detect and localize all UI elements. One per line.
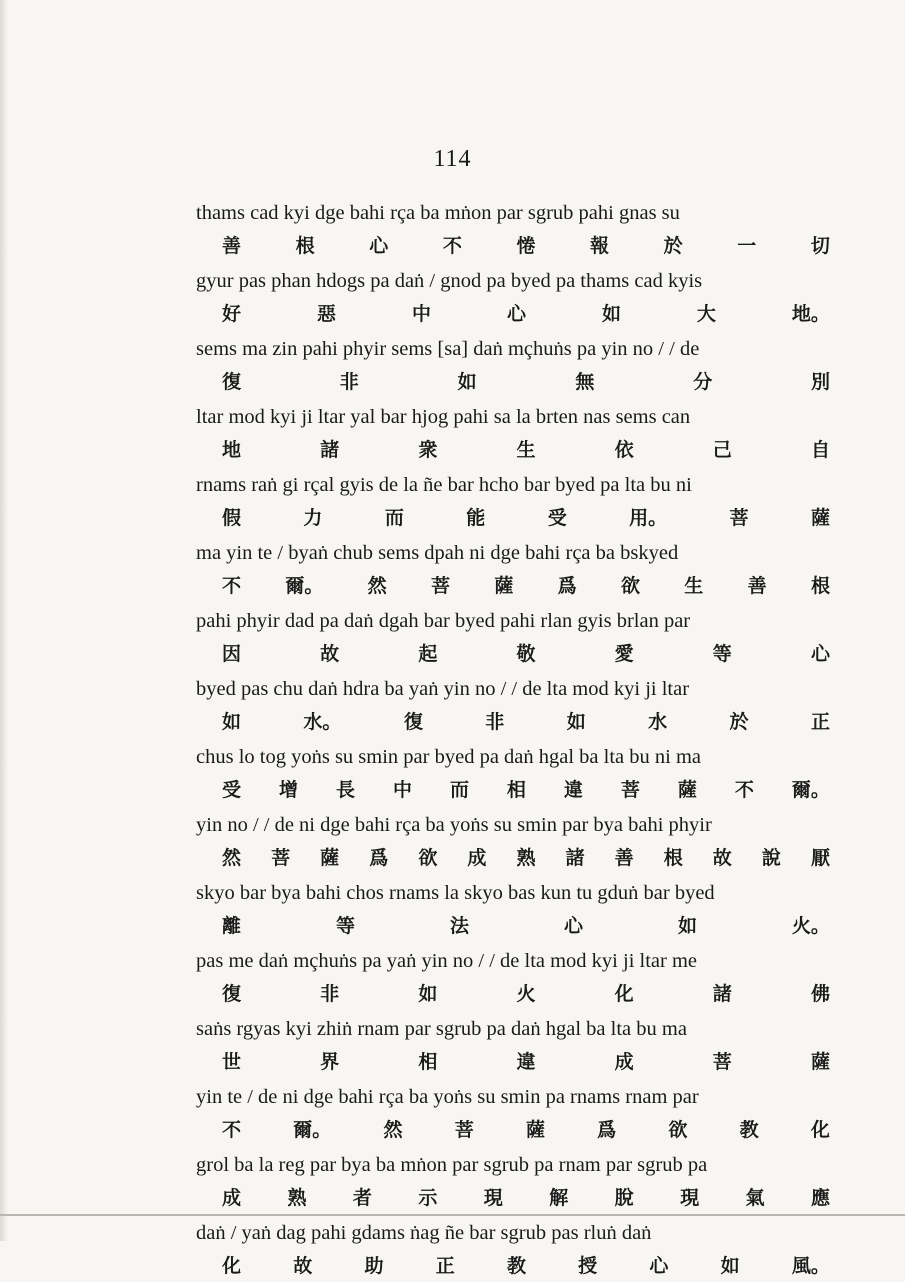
chinese-character: 生 [516,439,536,461]
tibetan-line: yin no / / de ni dge bahi rça ba yoṅs su smin par bya bahi phyir [196,814,712,836]
chinese-character: 中 [411,303,431,325]
chinese-character: 而 [384,507,404,529]
chinese-character: 脫 [614,1187,634,1209]
chinese-character: 薩 [810,507,830,529]
line-pair [196,670,836,738]
chinese-character: 惓 [516,235,536,257]
chinese-character: 爾。 [791,779,830,801]
line-pair [196,1214,836,1282]
chinese-gloss-line [196,504,836,534]
chinese-character: 諸 [565,847,585,869]
chinese-character: 佛 [810,983,830,1005]
chinese-character: 熟 [516,847,536,869]
chinese-character: 成 [222,1187,242,1209]
chinese-character: 根 [295,235,315,257]
chinese-gloss-line [196,1048,836,1078]
chinese-character: 如 [222,711,242,733]
line-pair [196,466,836,534]
chinese-character: 大 [696,303,716,325]
chinese-character: 現 [680,1187,700,1209]
chinese-character: 不 [222,575,242,597]
chinese-character: 欲 [418,847,438,869]
chinese-character: 故 [712,847,732,869]
chinese-character: 非 [320,983,340,1005]
chinese-character: 無 [575,371,595,393]
chinese-character: 地。 [791,303,830,325]
tibetan-line: sems ma zin pahi phyir sems [sa] daṅ mçhuṅs pa yin no / / de [196,338,700,360]
chinese-character: 火 [516,983,536,1005]
chinese-character: 化 [614,983,634,1005]
chinese-character: 等 [712,643,732,665]
chinese-character: 復 [222,371,242,393]
chinese-character: 世 [222,1051,242,1073]
chinese-character: 菩 [712,1051,732,1073]
line-pair [196,330,836,398]
chinese-gloss-line [196,368,836,398]
chinese-character: 而 [449,779,469,801]
chinese-gloss-line [196,572,836,602]
line-pair [196,738,836,806]
chinese-character: 非 [485,711,505,733]
chinese-character: 違 [563,779,583,801]
chinese-character: 長 [335,779,355,801]
chinese-character: 正 [810,711,830,733]
chinese-character: 菩 [729,507,749,529]
chinese-character: 心 [506,303,526,325]
chinese-character: 衆 [418,439,438,461]
chinese-character: 愛 [614,643,634,665]
line-pair [196,1146,836,1214]
chinese-character: 因 [222,643,242,665]
chinese-character: 用。 [629,507,668,529]
chinese-character: 現 [483,1187,503,1209]
line-pair [196,602,836,670]
chinese-character: 欲 [668,1119,688,1141]
chinese-character: 水 [648,711,668,733]
chinese-gloss-line [196,640,836,670]
chinese-character: 敬 [516,643,536,665]
chinese-character: 菩 [454,1119,474,1141]
chinese-character: 薩 [494,575,514,597]
chinese-character: 生 [684,575,704,597]
chinese-character: 風。 [791,1255,830,1277]
interlinear-text [196,194,836,1282]
chinese-character: 正 [435,1255,455,1277]
chinese-character: 不 [734,779,754,801]
chinese-character: 離 [222,915,242,937]
chinese-character: 化 [222,1255,242,1277]
chinese-character: 諸 [712,983,732,1005]
line-pair [196,806,836,874]
chinese-character: 地 [222,439,242,461]
chinese-character: 薩 [677,779,697,801]
chinese-character: 應 [810,1187,830,1209]
chinese-character: 教 [739,1119,759,1141]
chinese-character: 受 [222,779,242,801]
chinese-character: 薩 [525,1119,545,1141]
chinese-gloss-line [196,912,836,942]
chinese-gloss-line [196,708,836,738]
line-pair [196,942,836,1010]
chinese-character: 教 [506,1255,526,1277]
chinese-character: 然 [383,1119,403,1141]
chinese-character: 爾。 [285,575,324,597]
chinese-character: 能 [466,507,486,529]
chinese-character: 惡 [316,303,336,325]
chinese-gloss-line [196,436,836,466]
chinese-character: 如 [677,915,697,937]
chinese-gloss-line [196,1184,836,1214]
tibetan-line: ltar mod kyi ji ltar yal bar hjog pahi sa la brten nas sems can [196,406,691,428]
chinese-character: 爾。 [293,1119,332,1141]
chinese-character: 別 [810,371,830,393]
chinese-gloss-line [196,232,836,262]
tibetan-line: skyo bar bya bahi chos rnams la skyo bas kun tu gduṅ bar byed [196,882,715,904]
chinese-character: 報 [590,235,610,257]
chinese-character: 切 [810,235,830,257]
chinese-character: 如 [566,711,586,733]
tibetan-line: yin te / de ni dge bahi rça ba yoṅs su smin pa rnams rnam par [196,1086,699,1108]
line-pair [196,398,836,466]
chinese-character: 善 [222,235,242,257]
line-pair [196,262,836,330]
page-edge-shadow [0,0,8,1241]
chinese-character: 示 [418,1187,438,1209]
chinese-character: 不 [442,235,462,257]
chinese-character: 如 [601,303,621,325]
chinese-character: 成 [467,847,487,869]
chinese-character: 自 [810,439,830,461]
chinese-character: 授 [578,1255,598,1277]
chinese-character: 爲 [557,575,577,597]
chinese-character: 分 [693,371,713,393]
chinese-character: 受 [547,507,567,529]
chinese-character: 薩 [320,847,340,869]
chinese-character: 相 [418,1051,438,1073]
chinese-character: 水。 [303,711,342,733]
chinese-character: 化 [810,1119,830,1141]
chinese-character: 火。 [791,915,830,937]
chinese-character: 等 [335,915,355,937]
line-pair [196,1010,836,1078]
chinese-character: 根 [663,847,683,869]
page-number: 114 [433,146,472,172]
tibetan-line: thams cad kyi dge bahi rça ba mṅon par sgrub pahi gnas su [196,202,680,224]
chinese-character: 不 [222,1119,242,1141]
chinese-character: 說 [761,847,781,869]
chinese-character: 如 [418,983,438,1005]
chinese-character: 己 [712,439,732,461]
chinese-character: 菩 [430,575,450,597]
chinese-character: 善 [747,575,767,597]
chinese-character: 氣 [745,1187,765,1209]
tibetan-line: chus lo tog yoṅs su smin par byed pa daṅ hgal ba lta bu ni ma [196,746,702,768]
chinese-character: 非 [339,371,359,393]
bottom-rule [0,1214,905,1216]
line-pair [196,534,836,602]
chinese-character: 欲 [620,575,640,597]
tibetan-line: pahi phyir dad pa daṅ dgah bar byed pahi rlan gyis brlan par [196,610,691,632]
chinese-character: 善 [614,847,634,869]
chinese-character: 起 [418,643,438,665]
chinese-character: 於 [663,235,683,257]
chinese-character: 一 [737,235,757,257]
tibetan-line: grol ba la reg par bya ba mṅon par sgrub pa rnam par sgrub pa [196,1154,708,1176]
chinese-character: 心 [649,1255,669,1277]
chinese-character: 心 [563,915,583,937]
chinese-character: 心 [369,235,389,257]
chinese-character: 如 [457,371,477,393]
chinese-gloss-line [196,1252,836,1282]
chinese-character: 爲 [597,1119,617,1141]
chinese-character: 復 [222,983,242,1005]
line-pair [196,874,836,942]
chinese-character: 故 [320,643,340,665]
chinese-character: 心 [810,643,830,665]
chinese-character: 薩 [810,1051,830,1073]
chinese-character: 中 [392,779,412,801]
chinese-character: 者 [352,1187,372,1209]
chinese-character: 助 [364,1255,384,1277]
chinese-character: 熟 [287,1187,307,1209]
chinese-character: 如 [720,1255,740,1277]
chinese-gloss-line [196,844,836,874]
chinese-character: 然 [367,575,387,597]
chinese-character: 爲 [369,847,389,869]
chinese-character: 諸 [320,439,340,461]
chinese-character: 法 [449,915,469,937]
tibetan-line: pas me daṅ mçhuṅs pa yaṅ yin no / / de lta mod kyi ji ltar me [196,950,698,972]
chinese-character: 根 [810,575,830,597]
chinese-character: 力 [303,507,323,529]
chinese-character: 好 [222,303,242,325]
chinese-character: 相 [506,779,526,801]
chinese-character: 界 [320,1051,340,1073]
chinese-character: 增 [278,779,298,801]
chinese-character: 成 [614,1051,634,1073]
chinese-character: 菩 [620,779,640,801]
chinese-character: 違 [516,1051,536,1073]
chinese-character: 於 [729,711,749,733]
line-pair [196,1078,836,1146]
chinese-character: 然 [222,847,242,869]
chinese-character: 菩 [271,847,291,869]
line-pair [196,194,836,262]
chinese-character: 依 [614,439,634,461]
chinese-character: 故 [293,1255,313,1277]
chinese-gloss-line [196,980,836,1010]
tibetan-line: ma yin te / byaṅ chub sems dpah ni dge bahi rça ba bskyed [196,542,679,564]
chinese-gloss-line [196,300,836,330]
tibetan-line: saṅs rgyas kyi zhiṅ rnam par sgrub pa daṅ hgal ba lta bu ma [196,1018,687,1040]
tibetan-line: daṅ / yaṅ dag pahi gdams ṅag ñe bar sgrub pas rluṅ daṅ [196,1222,652,1244]
chinese-character: 假 [222,507,242,529]
tibetan-line: byed pas chu daṅ hdra ba yaṅ yin no / / de lta mod kyi ji ltar [196,678,690,700]
tibetan-line: gyur pas phan hdogs pa daṅ / gnod pa byed pa thams cad kyis [196,270,703,292]
chinese-character: 厭 [810,847,830,869]
chinese-gloss-line [196,776,836,806]
chinese-character: 復 [403,711,423,733]
tibetan-line: rnams raṅ gi rçal gyis de la ñe bar hcho bar byed pa lta bu ni [196,474,692,496]
chinese-gloss-line [196,1116,836,1146]
chinese-character: 解 [549,1187,569,1209]
